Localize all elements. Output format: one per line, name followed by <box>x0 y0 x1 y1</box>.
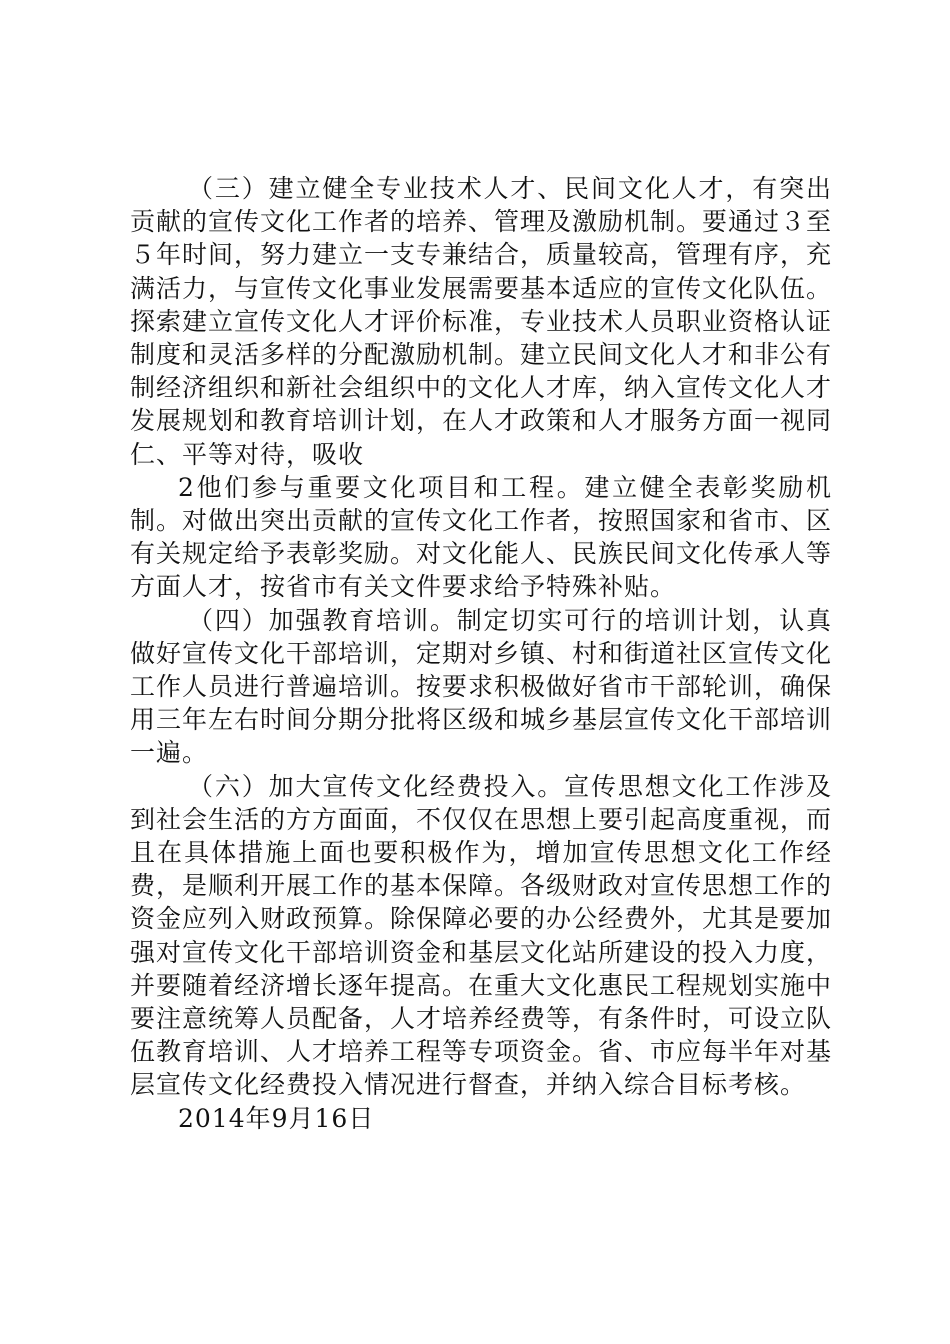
paragraph-talent-mechanism: （三）建立健全专业技术人才、民间文化人才，有突出贡献的宣传文化工作者的培养、管理及激励机制。要通过３至５年时间，努力建立一支专兼结合，质量较高，管理有序，充满活力，与宣传文化事业发展需要基本适应的宣传文化队伍。探索建立宣传文化人才评价标准，专业技术人员职业资格认证制度和灵活多样的分配激励机制。建立民间文化人才和非公有制经济组织和新社会组织中的文化人才库，纳入宣传文化人才发展规划和教育培训计划，在人才政策和人才服务方面一视同仁、平等对待，吸收 <box>130 174 833 469</box>
document-date: 2014年9月16日 <box>178 1103 375 1133</box>
paragraph-talent-rewards: 2他们参与重要文化项目和工程。建立健全表彰奖励机制。对做出突出贡献的宣传文化工作者，按照国家和省市、区有关规定给予表彰奖励。对文化能人、民族民间文化传承人等方面人才，按省市有关文件要求给予特殊补贴。 <box>130 472 833 602</box>
paragraph-education-training: （四）加强教育培训。制定切实可行的培训计划，认真做好宣传文化干部培训，定期对乡镇、村和街道社区宣传文化工作人员进行普遍培训。按要求积极做好省市干部轮训，确保用三年左右时间分期分批将区级和城乡基层宣传文化干部培训一遍。 <box>130 605 833 768</box>
paragraph-funding-investment: （六）加大宣传文化经费投入。宣传思想文化工作涉及到社会生活的方方面面，不仅仅在思想上要引起高度重视，而且在具体措施上面也要积极作为，增加宣传思想文化工作经费，是顺利开展工作的基本保障。各级财政对宣传思想工作的资金应列入财政预算。除保障必要的办公经费外，尤其是要加强对宣传文化干部培训资金和基层文化站所建设的投入力度，并要随着经济增长逐年提高。在重大文化惠民工程规划实施中要注意统筹人员配备，人才培养经费等，有条件时，可设立队伍教育培训、人才培养工程等专项资金。省、市应每半年对基层宣传文化经费投入情况进行督查，并纳入综合目标考核。 <box>130 771 833 1100</box>
document-body <box>130 172 832 1135</box>
